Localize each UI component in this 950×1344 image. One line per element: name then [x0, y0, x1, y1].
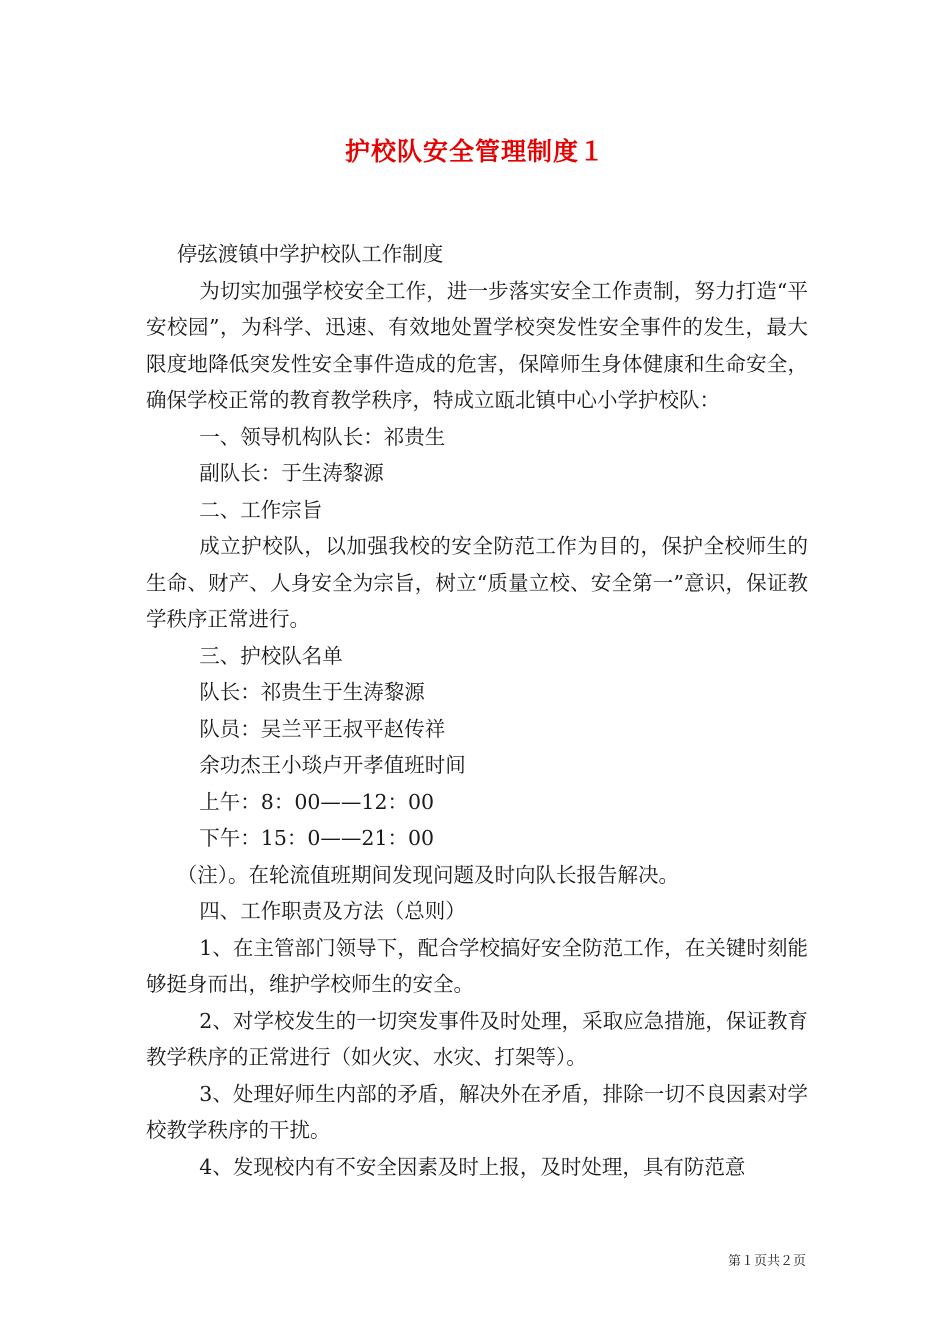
- paragraph-members: 队员：吴兰平王叔平赵传祥: [199, 716, 446, 741]
- paragraph-vice-leader: 副队长：于生涛黎源: [199, 461, 384, 485]
- paragraph-duty-1: 1、在主管部门领导下，配合学校搞好安全防范工作，在关键时刻能够挺身而出，维护学校师生的安全。: [146, 935, 808, 996]
- paragraph-afternoon-shift: 下午：15：0——21：00: [199, 826, 435, 850]
- paragraph-school-title: 停弦渡镇中学护校队工作制度: [176, 242, 444, 266]
- paragraph-captains: 队长：祁贵生于生涛黎源: [199, 680, 425, 704]
- paragraph-note: （注）。在轮流值班期间发现问题及时向队长报告解决。: [176, 862, 679, 887]
- document-title: 护校队安全管理制度１: [344, 137, 605, 166]
- paragraph-leader: 一、领导机构队长：祁贵生: [199, 424, 446, 449]
- paragraph-purpose: 成立护校队，以加强我校的安全防范工作为目的，保护全校师生的生命、财产、人身安全为宗旨，树立“质量立校、安全第一”意识，保证教学秩序正常进行。: [146, 534, 808, 631]
- page-number: 第１页共２页: [727, 1254, 806, 1269]
- paragraph-duty-3: 3、处理好师生内部的矛盾，解决外在矛盾，排除一切不良因素对学校教学秩序的干扰。: [146, 1081, 808, 1142]
- document-body: [146, 236, 808, 1185]
- heading-roster: 三、护校队名单: [199, 643, 343, 668]
- paragraph-duty-2: 2、对学校发生的一切突发事件及时处理，采取应急措施，保证教育教学秩序的正常进行（如火灾、水灾、打架等）。: [146, 1008, 808, 1069]
- paragraph-duty-4: 4、发现校内有不安全因素及时上报，及时处理，具有防范意: [199, 1154, 746, 1179]
- paragraph-members-duty: 余功杰王小琰卢开孝值班时间: [199, 753, 466, 777]
- heading-duties: 四、工作职责及方法（总则）: [199, 899, 466, 923]
- heading-purpose: 二、工作宗旨: [199, 497, 323, 522]
- paragraph-morning-shift: 上午：8：00——12：00: [199, 789, 435, 814]
- paragraph-intro: 为切实加强学校安全工作，进一步落实安全工作责制，努力打造“平安校园”，为科学、迅速、有效地处置学校突发性安全事件的发生，最大限度地降低突发性安全事件造成的危害，保障师生身体健康和生命安全，确保学校正常的教育教学秩序，特成立瓯北镇中心小学护校队：: [146, 278, 808, 412]
